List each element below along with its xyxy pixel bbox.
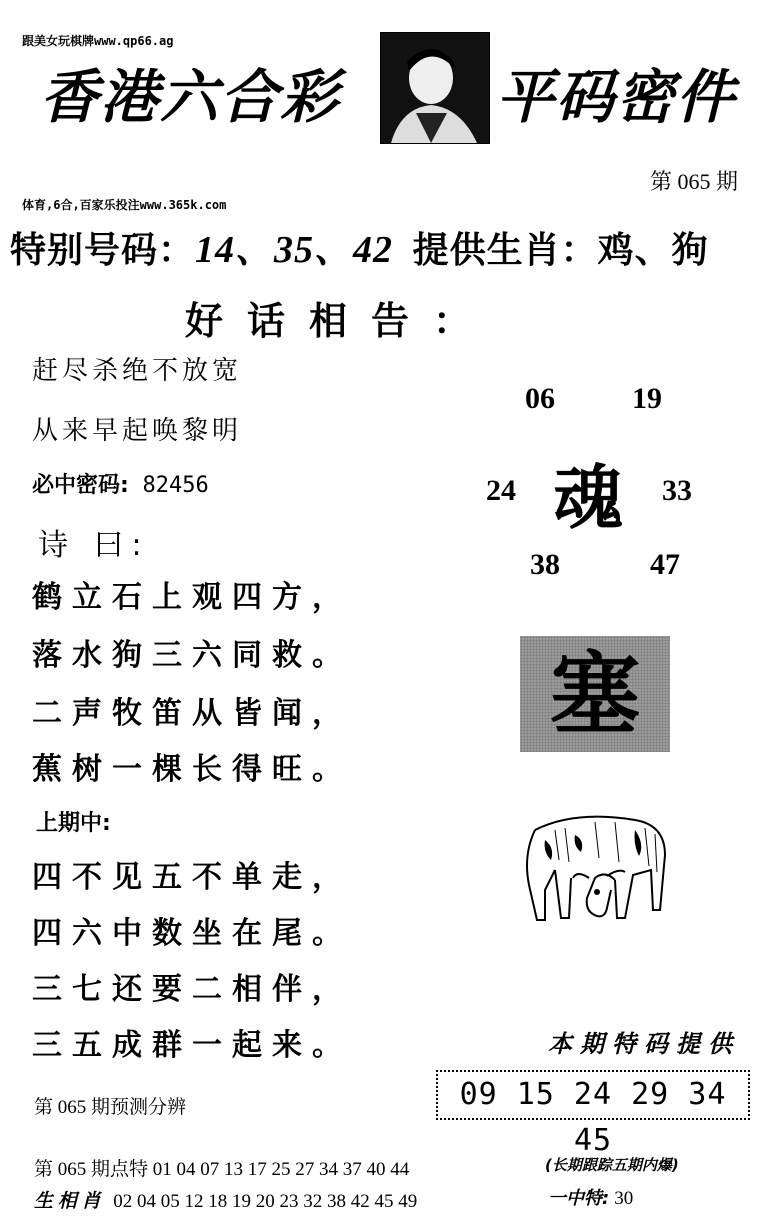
code-row [32,468,209,499]
poem-title: 诗 曰: [38,528,150,563]
number-33: 33 [662,474,692,507]
zodiac-label: 提供生肖： [412,230,598,271]
special-numbers-row [10,218,709,273]
title-left: 香港六合彩 [40,63,341,131]
note-bracket: (长期跟踪五期内爆) [545,1156,679,1174]
zodiac-row-label: 生 相 肖 [34,1191,101,1212]
special-points-numbers: 01 04 07 13 17 25 27 34 37 40 44 [152,1159,410,1180]
zodiac-row [34,1186,417,1213]
number-06: 06 [525,382,555,415]
code-value: 82456 [142,473,209,498]
ad-mid[interactable]: 体育,6合,百家乐投注www.365k.com [22,198,227,212]
hint-card [520,636,670,752]
poem-line-2: 落水狗三六同救。 [32,638,352,673]
one-special-value: 30 [614,1188,634,1209]
last-poem-line-3: 三七还要二相伴， [32,972,352,1007]
line-2: 从来早起唤黎明 [32,416,243,446]
last-poem-line-2: 四六中数坐在尾。 [32,916,352,951]
good-words-title: 好话相告： [185,299,496,343]
last-issue-label: 上期中: [36,811,111,836]
center-character: 魂 [553,456,623,539]
number-24: 24 [486,474,516,507]
poem-line-1: 鹤立石上观四方， [32,580,352,615]
one-special-row [548,1184,633,1210]
poem-line-4: 蕉树一棵长得旺。 [32,752,352,787]
special-label: 特别号码： [10,230,196,271]
card-character: 塞 [550,641,640,747]
portrait-icon [381,33,489,143]
last-poem-line-4: 三五成群一起来。 [32,1028,352,1063]
title-right: 平码密件 [496,63,737,131]
code-label: 必中密码: [32,473,129,498]
predict-label: 第 065 期预测分辨 [34,1097,187,1118]
provider-codes-box [436,1070,750,1158]
number-19: 19 [632,382,662,415]
special-points-row [34,1154,409,1181]
provider-label: 本期特码提供 [548,1030,740,1058]
ox-illustration [515,800,680,940]
special-points-label: 第 065 期点特 [34,1159,149,1180]
number-38: 38 [530,548,560,581]
ad-top[interactable]: 跟美女玩棋牌www.qp66.ag [22,34,174,48]
provider-codes: 09 15 24 29 34 45 [459,1077,727,1158]
zodiac-row-numbers: 02 04 05 12 18 19 20 23 32 38 42 45 49 [113,1191,418,1212]
number-47: 47 [650,548,680,581]
portrait-photo [380,32,490,144]
poem-line-3: 二声牧笛从皆闻， [32,696,352,731]
special-numbers: 14、35、42 [195,229,394,271]
one-special-label: 一中特: [548,1188,610,1209]
ox-icon [515,800,680,940]
issue-number: 第 065 期 [650,169,739,194]
last-poem-line-1: 四不见五不单走， [32,860,352,895]
line-1: 赶尽杀绝不放宽 [32,356,243,386]
zodiac-values: 鸡、狗 [597,230,709,271]
